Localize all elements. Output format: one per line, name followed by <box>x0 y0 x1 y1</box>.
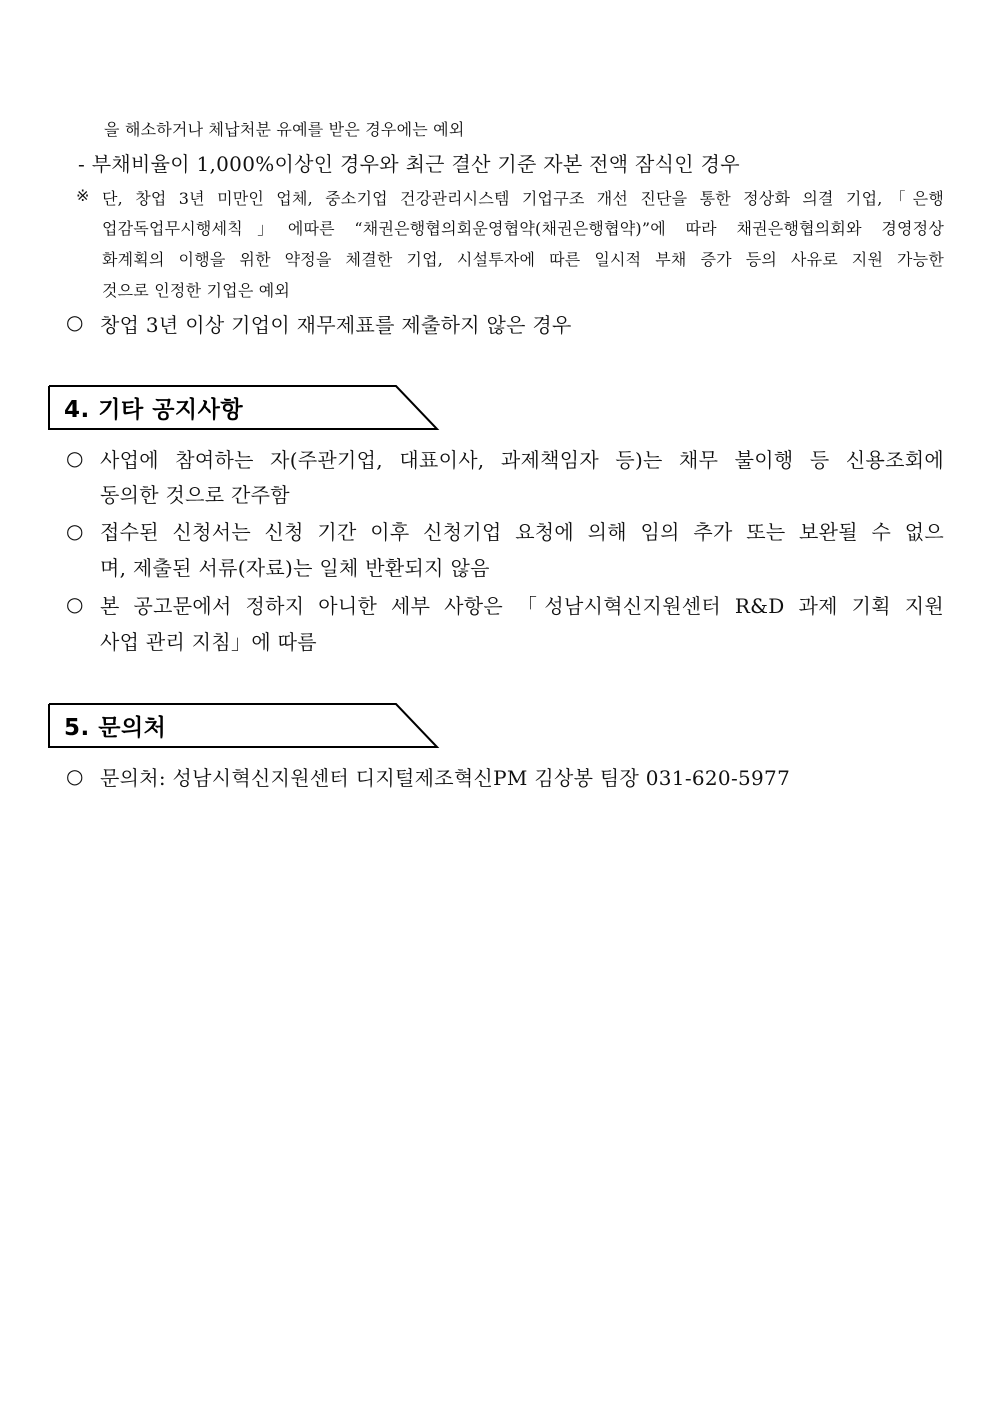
circle-bullet: ○ <box>66 764 84 788</box>
contact-line: 문의처: 성남시혁신지원센터 디지털제조혁신PM 김상봉 팀장 031-620-5977 <box>100 766 791 790</box>
text-line: - 부채비율이 1,000%이상인 경우와 최근 결산 기준 자본 전액 잠식인 경우 <box>78 152 740 176</box>
item-line: 며, 제출된 서류(자료)는 일체 반환되지 않음 <box>100 556 490 580</box>
item-line: 접수된 신청서는 신청 기간 이후 신청기업 요청에 의해 임의 추가 또는 보완될 수 없으 <box>100 520 944 544</box>
circle-bullet: ○ <box>66 592 84 616</box>
note-line: 업감독업무시행세칙」에따른 “채권은행협의회운영협약(채권은행협약)”에 따라 채권은행협의회와 경영정상 <box>102 219 944 238</box>
note-line: 화계획의 이행을 위한 약정을 체결한 기업, 시설투자에 따른 일시적 부채 증가 등의 사유로 지원 가능한 <box>102 250 944 269</box>
item-line: 사업 관리 지침」에 따름 <box>100 630 317 654</box>
note-line: 것으로 인정한 기업은 예외 <box>102 281 291 300</box>
section-heading <box>48 385 440 431</box>
item-line: 동의한 것으로 간주함 <box>100 483 290 507</box>
note-mark: ※ <box>76 186 90 205</box>
circle-bullet: ○ <box>66 310 84 334</box>
section-heading <box>48 703 440 749</box>
item-line: 사업에 참여하는 자(주관기업, 대표이사, 과제책임자 등)는 채무 불이행 등 신용조회에 <box>100 448 944 472</box>
circle-bullet: ○ <box>66 446 84 470</box>
section-title: 5. 문의처 <box>64 715 167 741</box>
text-line: 을 해소하거나 체납처분 유예를 받은 경우에는 예외 <box>104 120 465 139</box>
circle-bullet: ○ <box>66 519 84 543</box>
section-title: 4. 기타 공지사항 <box>64 397 244 423</box>
text-line: 창업 3년 이상 기업이 재무제표를 제출하지 않은 경우 <box>100 313 572 337</box>
note-line: 단, 창업 3년 미만인 업체, 중소기업 건강관리시스템 기업구조 개선 진단을 통한 정상화 의결 기업,「은행 <box>102 189 944 208</box>
item-line: 본 공고문에서 정하지 아니한 세부 사항은 「성남시혁신지원센터 R&D 과제 기획 지원 <box>100 594 944 618</box>
